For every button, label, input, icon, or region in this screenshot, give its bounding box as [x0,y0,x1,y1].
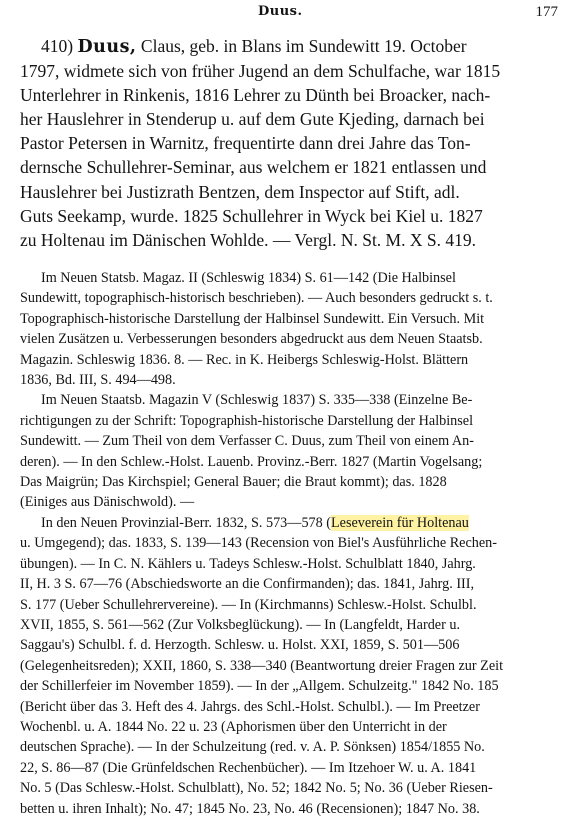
note-line: XVII, 1855, S. 561—562 (Zur Volksbeglückung). — In (Langfeldt, Harder u. [20,616,460,633]
entry-line: Guts Seekamp, wurde. 1825 Schullehrer in Wyck bei Kiel u. 1827 [20,205,483,226]
note-line: Sundewitt, topographisch-historisch beschrieben). — Auch besonders gedruckt s. t. [20,290,493,307]
note-line: Wochenbl. u. A. 1844 No. 22 u. 23 (Aphorismen über den Unterricht in der [20,718,447,735]
highlighted-text: Leseverein für Holtenau [331,514,469,531]
page-header [0,4,578,24]
page-number: 177 [535,4,558,20]
entry-line: Pastor Petersen in Warnitz, frequentirte dann drei Jahre das Ton- [20,133,471,154]
note-line: deutschen Sprache). — In der Schulzeitung (red. v. A. P. Sönksen) 1854/1855 No. [20,739,485,756]
note-line: Das Maigrün; Das Kirchspiel; General Bauer; die Braut kommt); das. 1828 [20,474,447,491]
note-line: Magazin. Schleswig 1836. 8. — Rec. in K. Heibergs Schleswig-Holst. Blättern [20,351,469,368]
note-line [20,513,568,533]
note-line: richtigungen zu der Schrift: Topographish-historische Darstellung der Halbinsel [20,412,474,429]
note-line: (Bericht über das 3. Heft des 4. Jahrgs. des Schl.-Holst. Schulbl.). — Im Preetzer [20,698,480,715]
entry-line: Claus, geb. in Blans im Sundewitt 19. October [140,36,467,56]
running-title: Duus. [258,4,303,19]
note-line: Im Neuen Staatsb. Magazin V (Schleswig 1837) S. 335—338 (Einzelne Be- [41,392,473,409]
note-line: II, H. 3 S. 67—76 (Abschiedsworte an die Confirmanden); das. 1841, Jahrg. III, [20,576,475,593]
note-line: 22, S. 86—87 (Die Grünfeldschen Rechenbücher). — Im Itzehoer W. u. A. 1841 [20,759,477,776]
bibliography-notes [20,268,568,819]
note-text: In den Neuen Provinzial-Berr. 1832, S. 573—578 ( [41,514,332,531]
note-line: (Gelegenheitsreden); XXII, 1860, S. 338—340 (Beantwortung dreier Fragen zur Zeit [20,657,504,674]
entry-line: zu Holtenau im Dänischen Wohlde. — Vergl. N. St. M. X S. 419. [20,229,476,250]
note-line: Topographisch-historische Darstellung der Halbinsel Sundewitt. Ein Versuch. Mit [20,310,485,327]
note-line: No. 5 (Das Schlesw.-Holst. Schulblatt), No. 52; 1842 No. 5; No. 36 (Ueber Riesen- [20,780,493,797]
entry-line: 1797, widmete sich von früher Jugend an dem Schulfache, war 1815 [20,61,501,82]
entry-line: her Hauslehrer in Stenderup u. auf dem Gute Kjeding, darnach bei [20,109,485,130]
entry-number: 410) [41,36,74,56]
note-line: übungen). — In C. N. Kählers u. Tadeys Schlesw.-Holst. Schulblatt 1840, Jahrg. [20,555,476,572]
note-line: 1836, Bd. III, S. 494—498. [20,372,176,389]
entry-line: Hauslehrer bei Justizrath Bentzen, dem Inspector auf Stift, adl. [20,181,460,202]
entry-first-line [20,34,568,59]
note-line: (Einiges aus Dänischwold). — [20,494,195,511]
note-line: S. 177 (Ueber Schullehrervereine). — In (Kirchmanns) Schlesw.-Holst. Schulbl. [20,596,477,613]
note-line: der Schillerfeier im November 1859). — In der „Allgem. Schulzeitg." 1842 No. 185 [20,678,499,695]
note-line: betten u. ihren Inhalt); No. 47; 1845 No. 23, No. 46 (Recensionen); 1847 No. 38. [20,800,480,817]
entry-headword: Duus, [77,37,137,57]
entry-line: Unterlehrer in Rinkenis, 1816 Lehrer zu Dünth bei Broacker, nach- [20,85,491,106]
note-line: vielen Zusätzen u. Verbesserungen besonders abgedruckt aus dem Neuen Staatsb. [20,331,483,348]
note-line: u. Umgegend); das. 1833, S. 139—143 (Recension von Biel's Ausführliche Rechen- [20,535,497,552]
note-line: Im Neuen Statsb. Magaz. II (Schleswig 1834) S. 61—142 (Die Halbinsel [41,270,456,286]
note-line: Sundewitt. — Zum Theil von dem Verfasser C. Duus, zum Theil von einem An- [20,433,474,450]
biography-entry [20,34,568,252]
note-line: deren). — In den Schlew.-Holst. Lauenb. Provinz.-Berr. 1827 (Martin Vogelsang; [20,453,483,470]
note-line: Saggau's) Schulbl. f. d. Herzogth. Schlesw. u. Holst. XXI, 1859, S. 501—506 [20,637,460,654]
entry-line: dernsche Schullehrer-Seminar, aus welchem er 1821 entlassen und [20,157,487,178]
